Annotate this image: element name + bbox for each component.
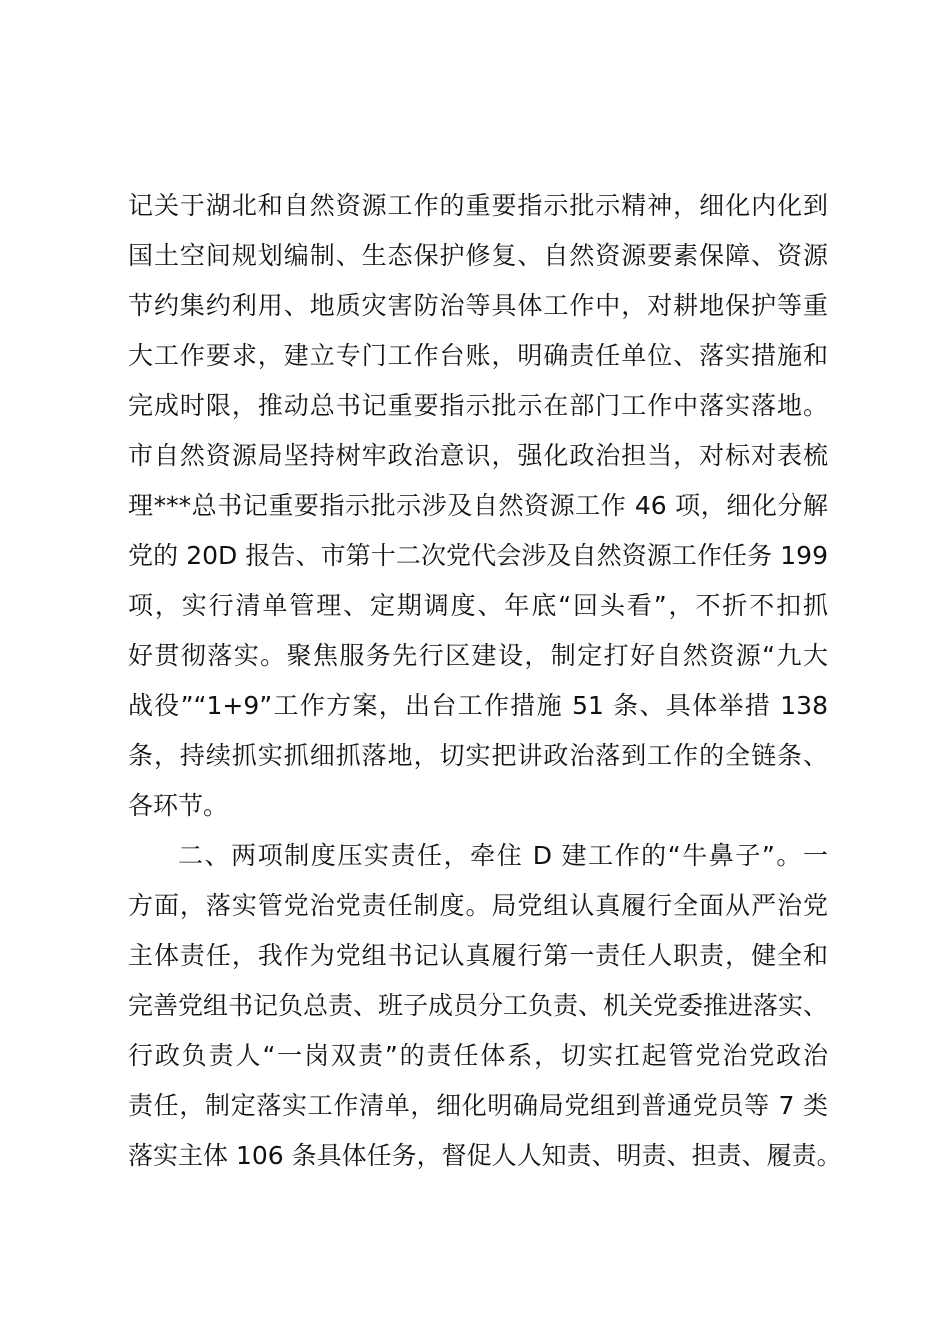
text-line: 国土空间规划编制、生态保护修复、自然资源要素保障、资源 <box>128 241 828 270</box>
text-line: 党的 20D 报告、市第十二次党代会涉及自然资源工作任务 199 <box>128 541 828 570</box>
text-line: 节约集约利用、地质灾害防治等具体工作中，对耕地保护等重 <box>128 291 828 320</box>
text-line: 记关于湖北和自然资源工作的重要指示批示精神，细化内化到 <box>128 191 828 220</box>
body-text <box>128 181 842 1181</box>
text-line: 责任，制定落实工作清单，细化明确局党组到普通党员等 7 类 <box>128 1091 828 1120</box>
text-line: 大工作要求，建立专门工作台账，明确责任单位、落实措施和 <box>128 341 828 370</box>
text-line: 项，实行清单管理、定期调度、年底“回头看”，不折不扣抓 <box>128 591 828 620</box>
text-line: 完成时限，推动总书记重要指示批示在部门工作中落实落地。 <box>128 391 828 420</box>
text-line: 战役”“1+9”工作方案，出台工作措施 51 条、具体举措 138 <box>128 691 828 720</box>
text-line: 主体责任，我作为党组书记认真履行第一责任人职责，健全和 <box>128 941 828 970</box>
text-line: 落实主体 106 条具体任务，督促人人知责、明责、担责、履责。 <box>128 1141 842 1170</box>
text-line: 各环节。 <box>128 791 229 820</box>
text-line: 理***总书记重要指示批示涉及自然资源工作 46 项，细化分解 <box>128 491 828 520</box>
text-line: 市自然资源局坚持树牢政治意识，强化政治担当，对标对表梳 <box>128 441 828 470</box>
text-line: 方面，落实管党治党责任制度。局党组认真履行全面从严治党 <box>128 891 828 920</box>
text-line: 条，持续抓实抓细抓落地，切实把讲政治落到工作的全链条、 <box>128 741 828 770</box>
text-line: 好贯彻落实。聚焦服务先行区建设，制定打好自然资源“九大 <box>128 641 828 670</box>
section-heading-line: 二、两项制度压实责任，牵住 D 建工作的“牛鼻子”。一 <box>178 841 828 870</box>
text-line: 完善党组书记负总责、班子成员分工负责、机关党委推进落实、 <box>128 991 829 1020</box>
text-line: 行政负责人“一岗双责”的责任体系，切实扛起管党治党政治 <box>128 1041 828 1070</box>
